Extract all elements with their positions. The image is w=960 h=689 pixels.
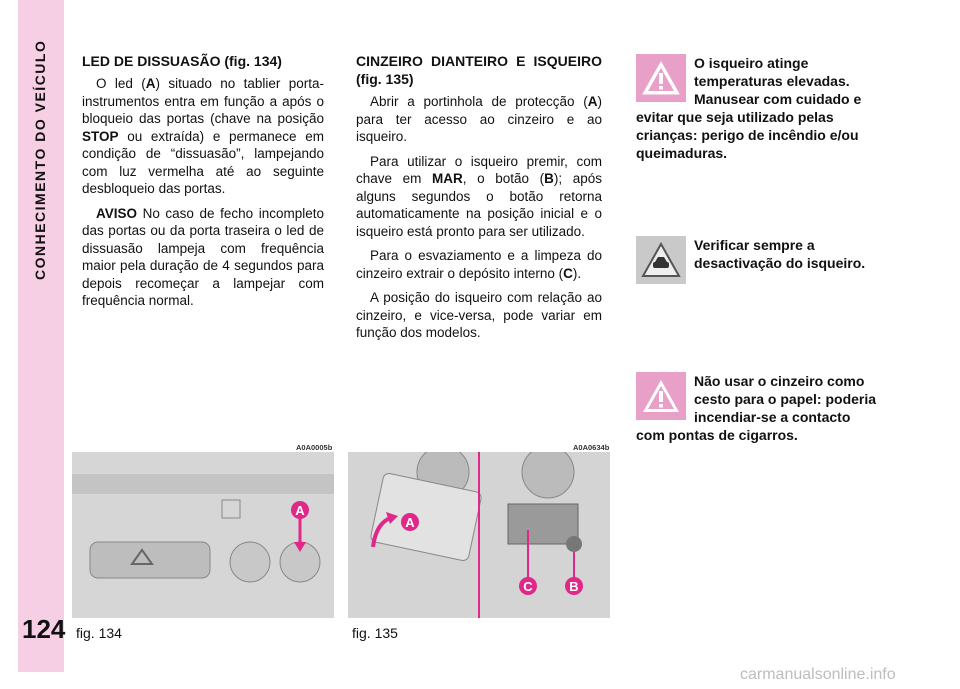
fig135-label: fig. 135 [352, 625, 398, 641]
column-cinzeiro [356, 52, 602, 349]
led-p1-post: ou extraída) e permanece em condição de “dissuasão”, lampejando com luz vermelha até ao seguinte desbloqueio das portas. [82, 128, 324, 196]
cinzeiro-heading-text: CINZEIRO DIANTEIRO E ISQUEIRO [356, 53, 602, 69]
c-p1-pre: Abrir a portinhola de protecção ( [370, 94, 588, 109]
cinzeiro-heading [356, 52, 602, 88]
led-heading [82, 52, 324, 70]
led-heading-text: LED DE DISSUASÃO [82, 53, 221, 69]
c-p3-post: ). [572, 265, 582, 281]
fig135-image [348, 452, 610, 618]
c-p3-pre: Para o esvaziamento e a limpeza do cinzeiro extrair o depósito interno ( [356, 248, 602, 281]
fig135-callout-a: A [405, 515, 415, 530]
led-p1-ref-a: A [145, 76, 156, 91]
fig134-label: fig. 134 [76, 625, 122, 641]
watermark: carmanualsonline.info [740, 666, 896, 683]
c-p2-mar: MAR [432, 171, 463, 186]
aviso-paragraph [82, 205, 324, 310]
fig135-callout-b: B [569, 579, 579, 594]
warning-box-deactivate [636, 236, 882, 286]
c-p2-post: ); após alguns segundos o botão retorna automaticamente na posição inicial e o isqueiro está pronto para ser utilizado. [356, 171, 603, 239]
warning-triangle-icon [636, 372, 686, 420]
fig134-callout-a: A [295, 503, 305, 518]
cinzeiro-p4: A posição do isqueiro com relação ao cinzeiro, e vice-versa, pode variar em função dos modelos. [356, 290, 602, 340]
warning-box-heat [636, 54, 882, 162]
page-number: 124 [22, 614, 66, 644]
led-p1-pre: O led ( [96, 76, 146, 91]
warning-ashtray-text: Não usar o cinzeiro como cesto para o papel: poderia incendiar-se a contacto com pontas de cigarros. [636, 373, 877, 443]
cinzeiro-heading-ref: (fig. 135) [356, 71, 414, 87]
fig134-image [72, 452, 334, 618]
section-title: CONHECIMENTO DO VEÍCULO [32, 40, 48, 281]
warning-box-ashtray [636, 372, 882, 444]
cinzeiro-p1 [356, 93, 602, 146]
c-p1-ref-a: A [587, 94, 598, 109]
aviso-text: No caso de fecho incompleto das portas ou da porta traseira o led de dissuasão lampeja com frequência maior pela duração de 4 segundos para depois recomeçar a lampejar com frequência normal. [82, 205, 324, 308]
warning-deactivate-text: Verificar sempre a desactivação do isqueiro. [694, 237, 866, 271]
c-p2-mid: , o botão ( [462, 171, 545, 186]
led-heading-ref: (fig. 134) [224, 53, 282, 69]
led-p1-stop: STOP [82, 128, 119, 144]
cinzeiro-p2 [356, 153, 602, 241]
column-led [82, 52, 324, 317]
fig135-callout-c: C [523, 579, 533, 594]
fig134-code: A0A0005b [296, 443, 333, 452]
fig135-code: A0A0634b [573, 443, 610, 452]
c-p3-ref-c: C [563, 265, 573, 281]
warning-triangle-icon [636, 54, 686, 102]
c-p2-pre: Para utilizar o isqueiro premir, com chave em [356, 153, 602, 186]
warning-heat-text: O isqueiro atinge temperaturas elevadas. Manusear com cuidado e evitar que seja utilizado pelas crianças: perigo de incêndio e/ou queimaduras. [636, 55, 862, 161]
led-p1-mid: ) situado no tablier porta-instrumentos entra em função a após o bloqueio das portas (chave na posição [82, 76, 324, 126]
aviso-label: AVISO [96, 205, 138, 221]
cinzeiro-p3 [356, 247, 602, 282]
car-info-icon [636, 236, 686, 284]
c-p2-ref-b: B [544, 171, 554, 186]
led-paragraph [82, 75, 324, 198]
c-p1-post: ) para ter acesso ao cinzeiro e ao isqueiro. [356, 94, 602, 144]
